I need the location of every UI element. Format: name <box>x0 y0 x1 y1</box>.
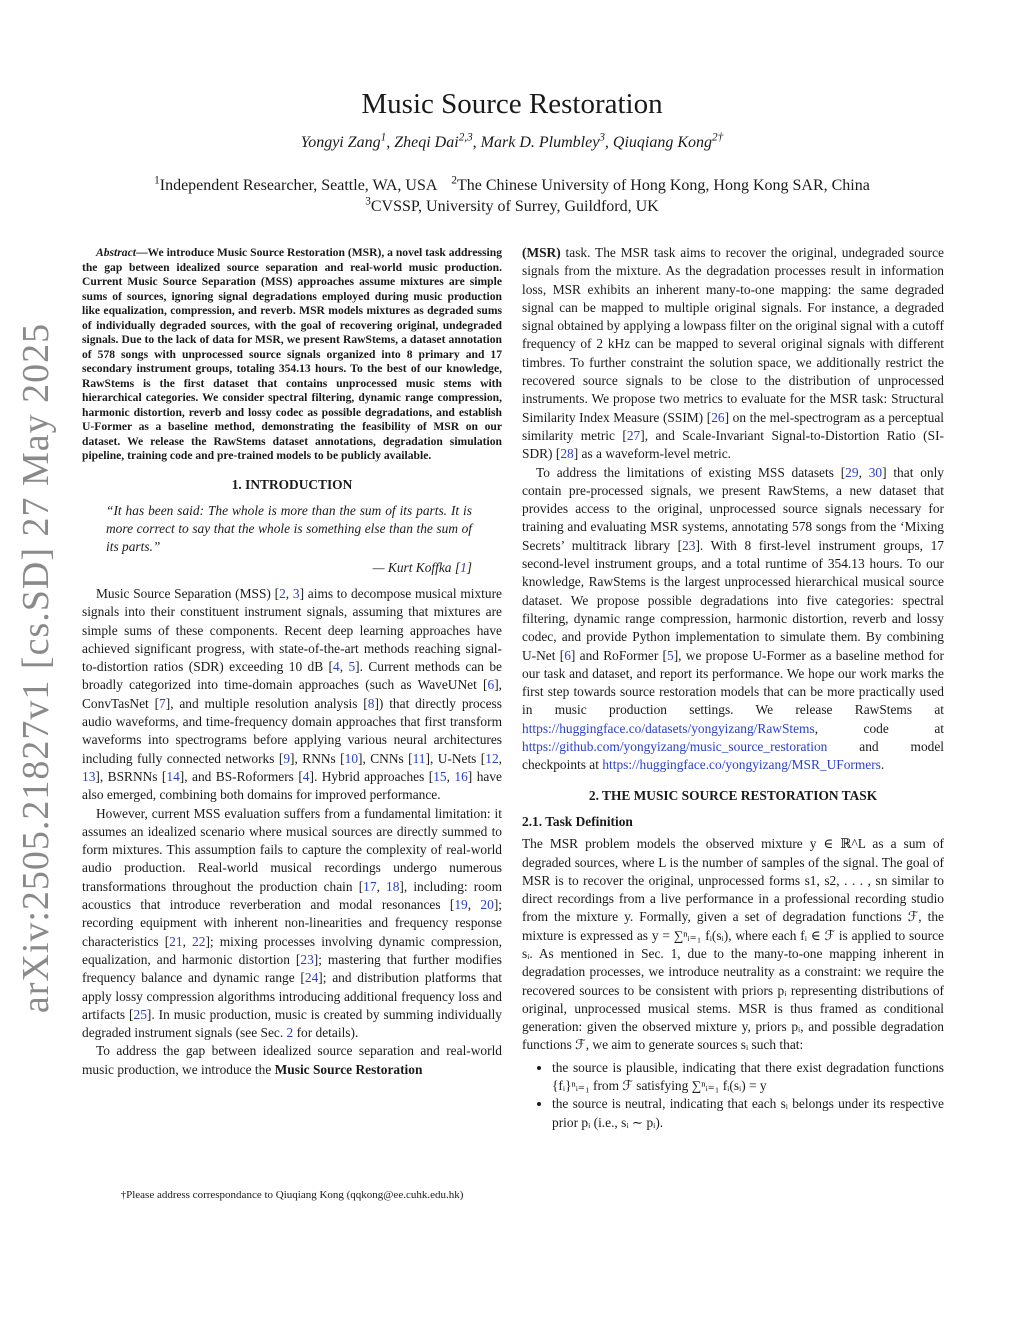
code-url-link[interactable]: https://github.com/yongyizang/music_source_restoration <box>522 739 828 755</box>
citation-link[interactable]: 22 <box>192 933 206 949</box>
citation-link[interactable]: 5 <box>667 647 674 663</box>
citation-link[interactable]: 26 <box>711 409 725 425</box>
affiliation: The Chinese University of Hong Kong, Hong Kong SAR, China <box>456 177 870 194</box>
citation-link[interactable]: 23 <box>300 951 314 967</box>
affiliation-line <box>0 196 1024 217</box>
author-name: Yongyi Zang <box>300 134 381 151</box>
affiliation-line <box>0 175 1024 196</box>
citation-link[interactable]: 16 <box>454 768 468 784</box>
condition-list <box>522 1059 944 1132</box>
citation-link[interactable]: 19 <box>454 897 468 913</box>
citation-link[interactable]: 10 <box>344 750 359 766</box>
arxiv-identifier: arXiv:2505.21827v1 [cs.SD] 27 May 2025 <box>15 322 57 1014</box>
affiliation: Independent Researcher, Seattle, WA, USA <box>159 177 438 194</box>
citation-link[interactable]: 3 <box>292 585 300 601</box>
section-link[interactable]: 2 <box>286 1025 294 1041</box>
paragraph: To address the gap between idealized source separation and real-world music production, we introduce the Music Source Restoration <box>82 1043 502 1077</box>
author-affil-mark: 3 <box>599 131 605 144</box>
citation-link[interactable]: 21 <box>169 933 183 949</box>
paper-title: Music Source Restoration <box>361 88 663 120</box>
left-column <box>82 246 502 1079</box>
affiliations <box>0 175 1024 217</box>
citation-link[interactable]: 17 <box>363 878 377 894</box>
list-item: • the source is plausible, indicating that there exist degradation functions {fᵢ}ⁿᵢ₌₁ from ℱ satisfying ∑ⁿᵢ₌₁ fᵢ(sᵢ) = y <box>552 1059 944 1096</box>
abstract <box>82 246 502 464</box>
epigraph-quote: “It has been said: The whole is more than the sum of its parts. It is more correct to say that the whole is something else than the sum of its parts.” <box>106 502 472 555</box>
citation-link[interactable]: 5 <box>348 659 356 675</box>
citation-link[interactable]: 28 <box>560 446 574 462</box>
citation-link[interactable]: 27 <box>626 427 641 443</box>
right-column <box>522 244 944 1132</box>
citation-link[interactable]: 30 <box>868 464 883 480</box>
dataset-url-link[interactable]: https://huggingface.co/datasets/yongyizang/RawStems <box>522 720 815 736</box>
model-url-link[interactable]: https://huggingface.co/yongyizang/MSR_UFormers <box>602 757 881 773</box>
citation-link[interactable]: 4 <box>302 768 310 784</box>
author-affil-mark: 2† <box>712 131 724 144</box>
citation-link[interactable]: 15 <box>433 768 447 784</box>
author-affil-mark: 2,3 <box>458 131 473 144</box>
section-heading: 2. THE MUSIC SOURCE RESTORATION TASK <box>588 787 878 803</box>
citation-link[interactable]: 6 <box>487 677 495 693</box>
citation-link[interactable]: 23 <box>682 537 696 553</box>
paragraph: To address the limitations of existing MSS datasets [29, 30] that only contain pre-processed signals, we present RawStems, a new dataset that provides access to the original, unprocessed source signals necessary for training and evaluating MSR systems, annotating 578 songs from the ‘Mixing Secrets’ multitrack library [23]. With 8 first-level instrument groups, 17 second-level instrument groups, and a total runtime of 354.13 hours. To our knowledge, RawStems is the largest unprocessed hierarchical musical source dataset. We propose possible degradations into five categories: spectral filtering, dynamic range compression, harmonic distortion, reverb and lossy codec, and provide Python implementation to simulate them. By combining U-Net [6] and RoFormer [5], we propose U-Former as a baseline method for our task and dataset, and report its performance. We hope our work marks the first step towards source restoration models that can be more practically used in music production settings. We release RawStems at https://huggingface.co/datasets/yongyizang/RawStems, code at https://github.com/yongyizang/music_source_restoration and model checkpoints at https://huggingface.co/yongyizang/MSR_UFormers. <box>522 464 944 773</box>
author-name: Zheqi Dai <box>394 134 459 151</box>
author-name: Qiuqiang Kong <box>612 134 713 151</box>
citation-link[interactable]: 25 <box>133 1006 147 1022</box>
abstract-label: Abstract <box>96 246 136 259</box>
citation-link[interactable]: 6 <box>564 647 571 663</box>
citation-link[interactable]: 9 <box>283 750 291 766</box>
paragraph: (MSR) task. The MSR task aims to recover the original, undegraded source signals from the mixture. As the degradation processes result in information loss, MSR exhibits an inherent many-to-one mapping: the same degraded signal can be mapped to multiple original signals. For instance, a degraded signal obtained by applying a lowpass filter on the original signal with a cutoff frequency of 2 kHz can be mapped to several original signals with different timbres. To further constraint the solution space, we additionally restrict the recovered source signals to be close to the distribution of unprocessed instruments. We propose two metrics to evaluate for the MSR task: Structural Similarity Index Measure (SSIM) [26] on the mel-spectrogram as a perceptual similarity metric [27], and Scale-Invariant Signal-to-Distortion Ratio (SI-SDR) [28] as a waveform-level metric. <box>522 245 944 462</box>
citation-link[interactable]: 29 <box>845 464 859 480</box>
citation-link[interactable]: 2 <box>279 585 286 601</box>
abstract-text: —We introduce Music Source Restoration (MSR), a novel task addressing the gap between idealized source separation and real-world music production. Current Music Source Separation (MSS) approaches assume mixtures are simple sums of sources, ignoring signal degradations employed during music production like equalization, compression, and reverb. MSR models mixtures as degraded sums of individually degraded sources, with the goal of recovering original, undegraded signals. Due to the lack of data for MSR, we present RawStems, a dataset annotation of 578 songs with unprocessed source signals organized into 8 primary and 17 secondary instrument groups, totaling 354.13 hours. To the best of our knowledge, RawStems is the first dataset that contains unprocessed music stems with hierarchical categories. We consider spectral filtering, dynamic range compression, harmonic distortion, reverb and lossy codec as possible degradations, and establish U-Former as a baseline method, demonstrating the feasibility of MSR on our dataset. We release the RawStems dataset annotations, degradation simulation pipeline, training code and pre-trained models to be publicly available. <box>82 246 502 462</box>
citation-link[interactable]: 12 <box>485 750 499 766</box>
section-heading: 1. INTRODUCTION <box>231 476 353 492</box>
affiliation: CVSSP, University of Surrey, Guildford, UK <box>370 198 659 215</box>
list-item: • the source is neutral, indicating that each sᵢ belongs under its respective prior pᵢ (i.e., sᵢ ∼ pᵢ). <box>552 1095 944 1132</box>
citation-link[interactable]: 20 <box>480 897 494 913</box>
footnote: †Please address correspondance to Qiuqiang Kong (qqkong@ee.cuhk.edu.hk) <box>120 1189 464 1201</box>
citation-link[interactable]: 24 <box>304 970 319 986</box>
paragraph: However, current MSS evaluation suffers from a fundamental limitation: it assumes an idealized scenario where musical sources are directly summed to form mixtures. This assumption fails to capture the complexity of real-world audio production. Real-world musical recordings undergo numerous transformations throughout the production chain [17, 18], including: room acoustics that introduce reverberation and modal resonances [19, 20]; recording equipment with inherent non-linearities and frequency response characteristics [21, 22]; mixing processes involving dynamic compression, equalization, and harmonic distortion [23]; mastering that further modifies frequency balance and dynamic range [24]; and distribution platforms that apply lossy compression algorithms introducing additional frequency loss and artifacts [25]. In music production, music is created by summing individually degraded instrument signals (see Sec. 2 for details). <box>82 805 503 1041</box>
affil-mark: 3 <box>365 195 371 208</box>
citation-link[interactable]: 18 <box>386 878 400 894</box>
author-name: Mark D. Plumbley <box>480 134 600 151</box>
citation-link[interactable]: 7 <box>159 695 166 711</box>
affil-mark: 2 <box>451 174 457 187</box>
citation-link[interactable]: 8 <box>367 695 375 711</box>
task-name: Music Source Restoration <box>274 1061 423 1077</box>
citation-link[interactable]: 1 <box>460 559 467 575</box>
author-list: Yongyi Zang$^1$, Zheqi Dai$^{2,3}$, Mark D. Plumbley$^3$, Qiuqiang Kong$^{2\dagger}$ <box>300 131 724 151</box>
citation-link[interactable]: 4 <box>333 659 340 675</box>
subsection-heading: 2.1. Task Definition <box>522 813 633 829</box>
author-affil-mark: 1 <box>380 131 387 144</box>
paragraph: The MSR problem models the observed mixture y ∈ ℝ^L as a sum of degraded sources, where L is the number of samples of the signal. The goal of MSR is to recover the original, unprocessed forms s1, s2, . . . , sn similar to direct recordings from a live performance in a professional recording studio from the mixture y. Formally, given a set of degradation functions ℱ, the mixture is expressed as y = ∑ⁿᵢ₌₁ fᵢ(sᵢ), where each fᵢ ∈ ℱ is applied to source sᵢ. As mentioned in Sec. 1, due to the many-to-one mapping inherent in degradation processes, we introduce neutrality as a constraint: we require the recovered sources to be consistent with priors pᵢ representing distributions of original, unprocessed musical stems. MSR is thus framed as conditional generation: given the observed mixture y, priors pᵢ, and possible degradation functions ℱ, we aim to generate sources sᵢ such that: <box>522 836 944 1053</box>
affil-mark: 1 <box>154 174 160 187</box>
task-abbrev: (MSR) <box>522 245 561 260</box>
paragraph: Music Source Separation (MSS) [2, 3] aims to decompose musical mixture signals into their constituent instrument signals, assuming that mixtures are simple sums of these components. Recent deep learning approaches have achieved significant progress, with state-of-the-art methods reaching signal-to-distortion ratios (SDR) exceeding 10 dB [4, 5]. Current methods can be broadly categorized into time-domain approaches (such as WaveUNet [6], ConvTasNet [7], and multiple resolution analysis [8]) that directly process audio waveforms, and time-frequency domain approaches that first transform waveforms into spectrograms before applying various neural architectures including fully connected networks [9], RNNs [10], CNNs [11], U-Nets [12, 13], BSRNNs [14], and BS-Roformers [4]. Hybrid approaches [15, 16] have also emerged, combining both domains for improved performance. <box>82 585 503 803</box>
citation-link[interactable]: 13 <box>82 768 96 784</box>
epigraph-attribution: — Kurt Koffka [1] <box>372 559 472 575</box>
citation-link[interactable]: 11 <box>412 750 426 766</box>
citation-link[interactable]: 14 <box>166 768 180 784</box>
